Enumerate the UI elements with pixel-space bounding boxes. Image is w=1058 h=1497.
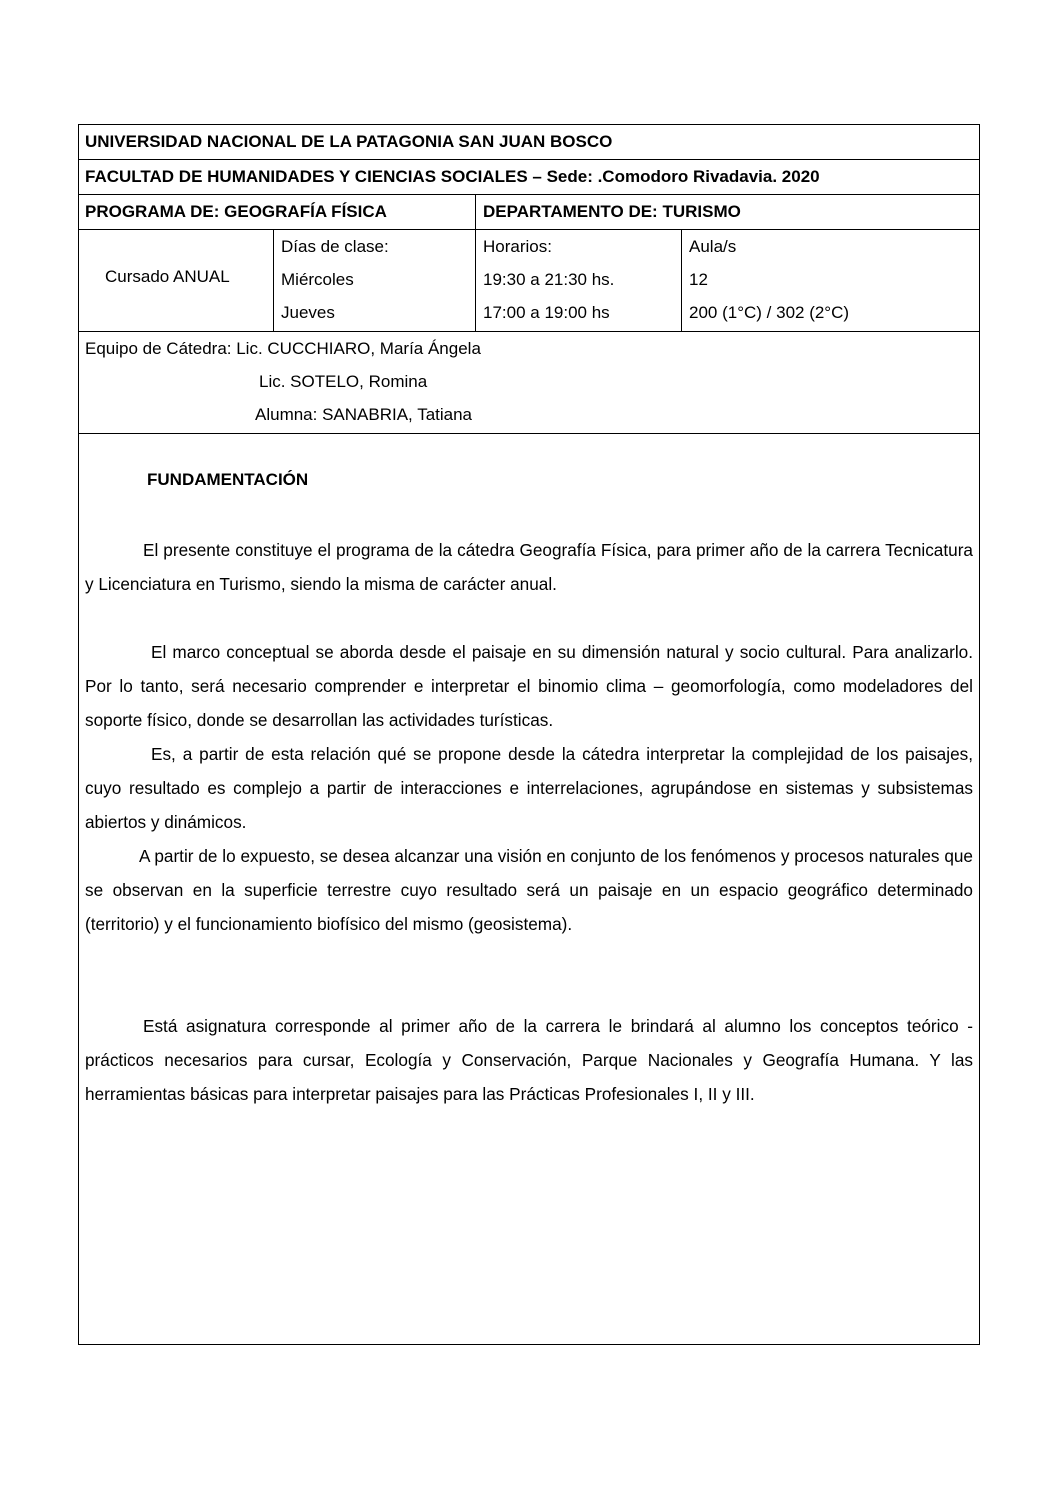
- faculty-row: [79, 160, 979, 195]
- paragraph-3: Es, a partir de esta relación qué se propone desde la cátedra interpretar la complejidad de los paisajes, cuyo resultado es complejo a partir de interacciones e interrelaciones, agrupándose en sistemas y subsistemas abiertos y dinámicos.: [85, 744, 973, 832]
- university-row: [79, 125, 979, 160]
- program-name: PROGRAMA DE: GEOGRAFÍA FÍSICA: [85, 202, 387, 221]
- schedule-divider-2: [475, 230, 476, 331]
- section-title: FUNDAMENTACIÓN: [147, 470, 309, 489]
- fundamentacion-body: [85, 533, 973, 1111]
- program-table: [78, 124, 980, 1345]
- program-row: [79, 195, 979, 230]
- day-1: Miércoles: [281, 270, 354, 289]
- paragraph-2: El marco conceptual se aborda desde el paisaje en su dimensión natural y socio cultural. Para analizarlo. Por lo tanto, será necesario comprender e interpretar el binomio clima – geomorfología, como modeladores del soporte físico, donde se desarrollan las actividades turísticas.: [85, 642, 973, 730]
- spacer-1: [85, 601, 973, 635]
- university-name: UNIVERSIDAD NACIONAL DE LA PATAGONIA SAN JUAN BOSCO: [85, 132, 613, 151]
- schedule-divider-1: [273, 230, 274, 331]
- cursado-label: Cursado ANUAL: [105, 267, 230, 286]
- team-line-2: Lic. SOTELO, Romina: [259, 372, 428, 391]
- program-divider: [475, 195, 476, 229]
- team-row: [79, 332, 979, 434]
- spacer-2: [85, 941, 973, 1009]
- team-line-1: Equipo de Cátedra: Lic. CUCCHIARO, María Ángela: [85, 339, 481, 358]
- department-name: DEPARTAMENTO DE: TURISMO: [483, 202, 741, 221]
- schedule-divider-3: [681, 230, 682, 331]
- paragraph-4: A partir de lo expuesto, se desea alcanzar una visión en conjunto de los fenómenos y procesos naturales que se observan en la superficie terrestre cuyo resultado será un paisaje en un espacio geográfico determinado (territorio) y el funcionamiento biofísico del mismo (geosistema).: [85, 846, 973, 934]
- hours-label: Horarios:: [483, 237, 552, 256]
- room-1: 12: [689, 270, 708, 289]
- hours-2: 17:00 a 19:00 hs: [483, 303, 610, 322]
- day-2: Jueves: [281, 303, 335, 322]
- paragraph-5: Está asignatura corresponde al primer año de la carrera le brindará al alumno los conceptos teórico - prácticos necesarios para cursar, Ecología y Conservación, Parque Nacionales y Geografía Humana. Y las herramientas básicas para interpretar paisajes para las Prácticas Profesionales I, II y III.: [85, 1016, 973, 1104]
- hours-1: 19:30 a 21:30 hs.: [483, 270, 615, 289]
- room-label: Aula/s: [689, 237, 737, 256]
- paragraph-1: El presente constituye el programa de la cátedra Geografía Física, para primer año de la carrera Tecnicatura y Licenciatura en Turismo, siendo la misma de carácter anual.: [85, 540, 973, 594]
- team-line-3: Alumna: SANABRIA, Tatiana: [255, 405, 473, 424]
- days-label: Días de clase:: [281, 237, 389, 256]
- room-2: 200 (1°C) / 302 (2°C): [689, 303, 850, 322]
- faculty-name: FACULTAD DE HUMANIDADES Y CIENCIAS SOCIALES – Sede: .Comodoro Rivadavia. 2020: [85, 167, 820, 186]
- schedule-row: [79, 230, 979, 332]
